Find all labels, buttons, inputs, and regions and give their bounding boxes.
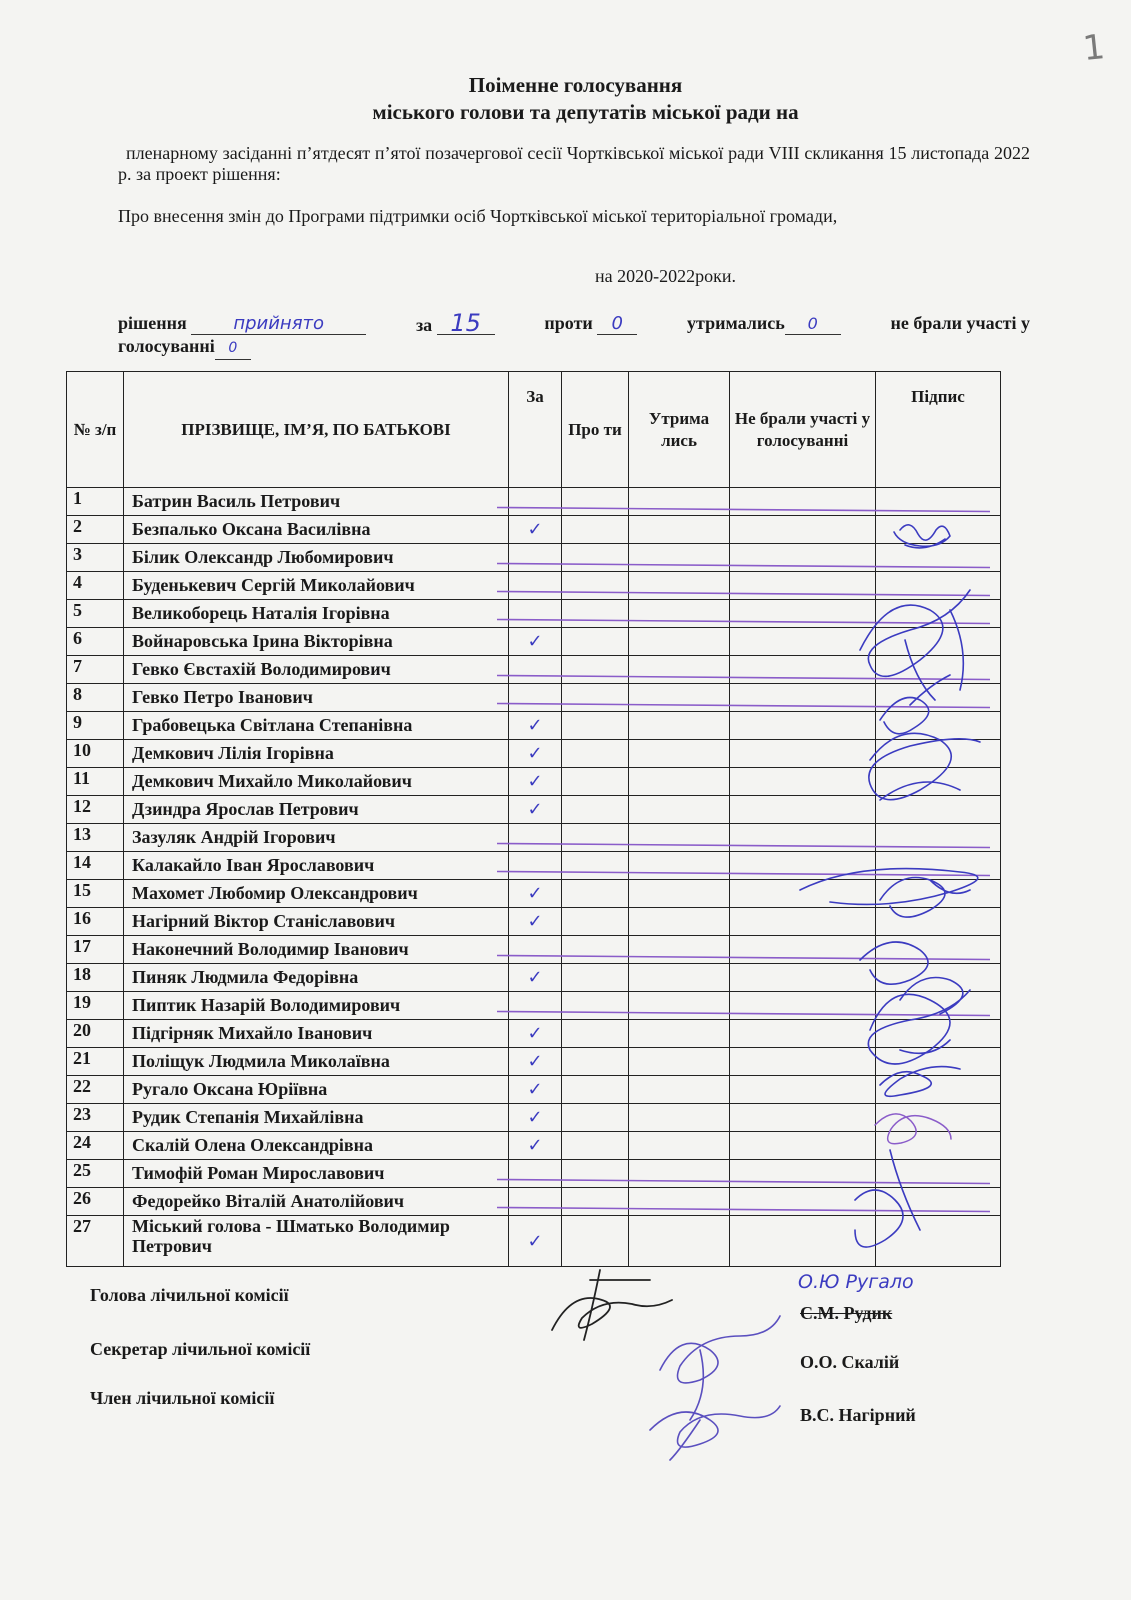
signature-cell — [876, 964, 1001, 992]
vote-absent-cell — [730, 628, 876, 656]
signature-cell — [876, 712, 1001, 740]
vote-against-cell — [562, 852, 629, 880]
against-label: проти — [544, 313, 593, 333]
deputy-name: Рудик Степанія Михайлівна — [124, 1104, 509, 1132]
signature-cell — [876, 1216, 1001, 1267]
vote-abstain-cell — [629, 880, 730, 908]
vote-for-cell — [509, 1104, 562, 1132]
document-subtitle: міського голови та депутатів міської ради на — [372, 100, 799, 124]
row-number: 11 — [67, 768, 124, 796]
vote-for-cell — [509, 1076, 562, 1104]
check-mark-icon: ✓ — [527, 883, 543, 904]
vote-abstain-cell — [629, 488, 730, 516]
row-number: 24 — [67, 1132, 124, 1160]
vote-against-cell — [562, 824, 629, 852]
vote-abstain-cell — [629, 1132, 730, 1160]
vote-for-cell — [509, 600, 562, 628]
row-number: 6 — [67, 628, 124, 656]
signature-cell — [876, 740, 1001, 768]
vote-against-cell — [562, 880, 629, 908]
row-number: 12 — [67, 796, 124, 824]
deputy-name: Тимофій Роман Мирославович — [124, 1160, 509, 1188]
deputy-name: Зазуляк Андрій Ігорович — [124, 824, 509, 852]
chair-signature — [552, 1270, 672, 1340]
row-number: 20 — [67, 1020, 124, 1048]
commission-secretary-label: Секретар лічильної комісії — [90, 1339, 311, 1359]
deputy-name: Білик Олександр Любомирович — [124, 544, 509, 572]
vote-absent-cell — [730, 796, 876, 824]
vote-for-cell — [509, 712, 562, 740]
signature-cell — [876, 936, 1001, 964]
row-number: 1 — [67, 488, 124, 516]
deputy-name: Демкович Михайло Миколайович — [124, 768, 509, 796]
deputy-name: Буденькевич Сергій Миколайович — [124, 572, 509, 600]
member-signature — [650, 1406, 780, 1460]
vote-absent-cell — [730, 1188, 876, 1216]
vote-abstain-cell — [629, 600, 730, 628]
signature-cell — [876, 1188, 1001, 1216]
vote-against-cell — [562, 740, 629, 768]
signature-cell — [876, 1020, 1001, 1048]
vote-abstain-cell — [629, 684, 730, 712]
deputy-name: Поліщук Людмила Миколаївна — [124, 1048, 509, 1076]
signature-cell — [876, 488, 1001, 516]
vote-abstain-cell — [629, 768, 730, 796]
page-number: 1 — [1080, 26, 1107, 70]
row-number: 15 — [67, 880, 124, 908]
deputy-name: Підгірняк Михайло Іванович — [124, 1020, 509, 1048]
program-years: на 2020-2022роки. — [595, 266, 736, 286]
vote-absent-cell — [730, 908, 876, 936]
deputy-name: Федорейко Віталій Анатолійович — [124, 1188, 509, 1216]
vote-for-cell — [509, 740, 562, 768]
vote-against-cell — [562, 544, 629, 572]
table-row — [67, 1132, 1001, 1160]
check-mark-icon: ✓ — [527, 1051, 543, 1072]
secretary-signature — [660, 1316, 780, 1420]
table-row — [67, 908, 1001, 936]
vote-abstain-cell — [629, 740, 730, 768]
vote-against-cell — [562, 628, 629, 656]
vote-for-cell — [509, 796, 562, 824]
signature-cell — [876, 1160, 1001, 1188]
table-row — [67, 488, 1001, 516]
deputy-name: Гевко Євстахій Володимирович — [124, 656, 509, 684]
row-number: 17 — [67, 936, 124, 964]
vote-against-cell — [562, 1160, 629, 1188]
table-row — [67, 572, 1001, 600]
vote-abstain-cell — [629, 1020, 730, 1048]
vote-for-cell — [509, 1188, 562, 1216]
signature-cell — [876, 628, 1001, 656]
vote-for-cell — [509, 936, 562, 964]
commission-chair-name: С.М. Рудик — [800, 1303, 893, 1323]
vote-for-cell — [509, 488, 562, 516]
row-number: 7 — [67, 656, 124, 684]
header-for: За — [509, 372, 562, 488]
table-row — [67, 516, 1001, 544]
vote-absent-cell — [730, 1076, 876, 1104]
check-mark-icon: ✓ — [527, 1135, 543, 1156]
vote-absent-cell — [730, 1104, 876, 1132]
voting-table — [66, 371, 1001, 1267]
vote-for-cell — [509, 824, 562, 852]
deputy-name: Ругало Оксана Юріївна — [124, 1076, 509, 1104]
table-body — [67, 488, 1001, 1267]
check-mark-icon: ✓ — [527, 1079, 543, 1100]
vote-absent-cell — [730, 852, 876, 880]
abstain-count: 0 — [785, 313, 841, 335]
vote-against-cell — [562, 712, 629, 740]
signature-cell — [876, 880, 1001, 908]
row-number: 19 — [67, 992, 124, 1020]
deputy-name: Скалій Олена Олександрівна — [124, 1132, 509, 1160]
vote-for-cell — [509, 1160, 562, 1188]
session-description: пленарному засіданні п’ятдесят п’ятої позачергової сесії Чортківської міської ради VIII скликання 15 листопада 2022 р. за проект рішення: — [118, 143, 1030, 184]
table-row — [67, 1216, 1001, 1267]
check-mark-icon: ✓ — [527, 1107, 543, 1128]
vote-against-cell — [562, 908, 629, 936]
deputy-name: Войнаровська Ірина Вікторівна — [124, 628, 509, 656]
table-row — [67, 880, 1001, 908]
absent-label: не брали участі у — [890, 313, 1030, 333]
decision-label: рішення — [118, 313, 187, 333]
table-row — [67, 796, 1001, 824]
vote-for-cell — [509, 516, 562, 544]
vote-for-cell — [509, 1132, 562, 1160]
vote-against-cell — [562, 684, 629, 712]
vote-for-cell — [509, 1048, 562, 1076]
vote-absent-cell — [730, 1216, 876, 1267]
check-mark-icon: ✓ — [527, 1023, 543, 1044]
for-label: за — [415, 315, 433, 335]
signature-cell — [876, 992, 1001, 1020]
vote-absent-cell — [730, 1048, 876, 1076]
commission-member-label: Член лічильної комісії — [90, 1388, 275, 1408]
check-mark-icon: ✓ — [527, 743, 543, 764]
vote-abstain-cell — [629, 1076, 730, 1104]
vote-against-cell — [562, 1188, 629, 1216]
vote-absent-cell — [730, 1160, 876, 1188]
vote-absent-cell — [730, 1132, 876, 1160]
signature-cell — [876, 684, 1001, 712]
vote-against-cell — [562, 768, 629, 796]
table-row — [67, 852, 1001, 880]
deputy-name: Безпалько Оксана Василівна — [124, 516, 509, 544]
absent-label-cont: голосуванні — [118, 336, 215, 356]
row-number: 2 — [67, 516, 124, 544]
signature-cell — [876, 768, 1001, 796]
row-number: 25 — [67, 1160, 124, 1188]
vote-abstain-cell — [629, 628, 730, 656]
signature-cell — [876, 600, 1001, 628]
commission-member-name: В.С. Нагірний — [800, 1405, 916, 1425]
deputy-name: Грабовецька Світлана Степанівна — [124, 712, 509, 740]
signature-cell — [876, 1048, 1001, 1076]
table-row — [67, 656, 1001, 684]
signature-cell — [876, 656, 1001, 684]
vote-absent-cell — [730, 824, 876, 852]
deputy-name: Пиняк Людмила Федорівна — [124, 964, 509, 992]
table-row — [67, 1020, 1001, 1048]
signature-cell — [876, 516, 1001, 544]
deputy-name: Гевко Петро Іванович — [124, 684, 509, 712]
commission-chair-label: Голова лічильної комісії — [90, 1285, 289, 1305]
header-abstain: Утрима лись — [629, 372, 730, 488]
vote-against-cell — [562, 796, 629, 824]
vote-absent-cell — [730, 544, 876, 572]
table-row — [67, 712, 1001, 740]
header-signature: Підпис — [876, 372, 1001, 488]
vote-for-cell — [509, 544, 562, 572]
vote-abstain-cell — [629, 712, 730, 740]
vote-abstain-cell — [629, 936, 730, 964]
deputy-name: Батрин Василь Петрович — [124, 488, 509, 516]
deputy-name: Демкович Лілія Ігорівна — [124, 740, 509, 768]
header-name: ПРІЗВИЩЕ, ІМ’Я, ПО БАТЬКОВІ — [124, 372, 509, 488]
vote-absent-cell — [730, 1020, 876, 1048]
header-against: Про ти — [562, 372, 629, 488]
vote-against-cell — [562, 964, 629, 992]
document-title: Поіменне голосування — [468, 73, 683, 97]
table-row — [67, 600, 1001, 628]
vote-absent-cell — [730, 656, 876, 684]
table-row — [67, 740, 1001, 768]
against-count: 0 — [597, 313, 637, 335]
table-row — [67, 628, 1001, 656]
vote-abstain-cell — [629, 796, 730, 824]
vote-for-cell — [509, 964, 562, 992]
deputy-name: Нагірний Віктор Станіславович — [124, 908, 509, 936]
vote-for-cell — [509, 1216, 562, 1267]
vote-for-cell — [509, 628, 562, 656]
vote-absent-cell — [730, 768, 876, 796]
vote-absent-cell — [730, 516, 876, 544]
table-row — [67, 1076, 1001, 1104]
vote-against-cell — [562, 1076, 629, 1104]
vote-against-cell — [562, 1104, 629, 1132]
vote-abstain-cell — [629, 824, 730, 852]
vote-abstain-cell — [629, 1188, 730, 1216]
row-number: 3 — [67, 544, 124, 572]
signature-cell — [876, 852, 1001, 880]
vote-abstain-cell — [629, 964, 730, 992]
check-mark-icon: ✓ — [527, 911, 543, 932]
vote-for-cell — [509, 880, 562, 908]
absent-count: 0 — [215, 338, 251, 360]
vote-for-cell — [509, 908, 562, 936]
vote-abstain-cell — [629, 1160, 730, 1188]
vote-against-cell — [562, 516, 629, 544]
row-number: 9 — [67, 712, 124, 740]
vote-against-cell — [562, 488, 629, 516]
row-number: 21 — [67, 1048, 124, 1076]
deputy-name: Пиптик Назарій Володимирович — [124, 992, 509, 1020]
vote-abstain-cell — [629, 656, 730, 684]
abstain-label: утримались — [687, 313, 785, 333]
check-mark-icon: ✓ — [527, 1230, 543, 1252]
signature-cell — [876, 1076, 1001, 1104]
table-row — [67, 1160, 1001, 1188]
vote-abstain-cell — [629, 572, 730, 600]
row-number: 13 — [67, 824, 124, 852]
table-row — [67, 936, 1001, 964]
vote-abstain-cell — [629, 992, 730, 1020]
row-number: 5 — [67, 600, 124, 628]
vote-absent-cell — [730, 600, 876, 628]
vote-abstain-cell — [629, 516, 730, 544]
vote-absent-cell — [730, 992, 876, 1020]
table-row — [67, 1188, 1001, 1216]
vote-absent-cell — [730, 740, 876, 768]
vote-abstain-cell — [629, 544, 730, 572]
signature-cell — [876, 1104, 1001, 1132]
row-number: 14 — [67, 852, 124, 880]
deputy-name: Міський голова - Шматько Володимир Петрович — [124, 1216, 509, 1267]
deputy-name: Наконечний Володимир Іванович — [124, 936, 509, 964]
signature-cell — [876, 572, 1001, 600]
row-number: 22 — [67, 1076, 124, 1104]
vote-for-cell — [509, 656, 562, 684]
vote-against-cell — [562, 1216, 629, 1267]
row-number: 4 — [67, 572, 124, 600]
row-number: 23 — [67, 1104, 124, 1132]
table-row — [67, 964, 1001, 992]
table-header-row — [67, 372, 1001, 488]
vote-for-cell — [509, 1020, 562, 1048]
vote-for-cell — [509, 992, 562, 1020]
vote-absent-cell — [730, 880, 876, 908]
table-row — [67, 824, 1001, 852]
vote-abstain-cell — [629, 1048, 730, 1076]
row-number: 26 — [67, 1188, 124, 1216]
table-row — [67, 544, 1001, 572]
vote-against-cell — [562, 656, 629, 684]
check-mark-icon: ✓ — [527, 799, 543, 820]
vote-against-cell — [562, 1020, 629, 1048]
header-num: № з/п — [67, 372, 124, 488]
table-row — [67, 684, 1001, 712]
row-number: 16 — [67, 908, 124, 936]
table-row — [67, 1048, 1001, 1076]
vote-against-cell — [562, 572, 629, 600]
check-mark-icon: ✓ — [527, 715, 543, 736]
vote-against-cell — [562, 1132, 629, 1160]
table-row — [67, 992, 1001, 1020]
vote-absent-cell — [730, 964, 876, 992]
vote-for-cell — [509, 572, 562, 600]
for-count: 15 — [437, 313, 495, 335]
vote-against-cell — [562, 936, 629, 964]
check-mark-icon: ✓ — [527, 967, 543, 988]
decision-summary — [118, 309, 1030, 360]
commission-secretary-name: О.О. Скалій — [800, 1352, 900, 1372]
check-mark-icon: ✓ — [527, 771, 543, 792]
vote-against-cell — [562, 600, 629, 628]
vote-for-cell — [509, 768, 562, 796]
vote-abstain-cell — [629, 1104, 730, 1132]
signature-cell — [876, 824, 1001, 852]
vote-against-cell — [562, 1048, 629, 1076]
handwritten-note: О.Ю Ругало — [798, 1271, 914, 1293]
signature-cell — [876, 1132, 1001, 1160]
decision-value: прийнято — [191, 313, 366, 335]
vote-against-cell — [562, 992, 629, 1020]
deputy-name: Калакайло Іван Ярославович — [124, 852, 509, 880]
vote-absent-cell — [730, 684, 876, 712]
signature-cell — [876, 544, 1001, 572]
row-number: 18 — [67, 964, 124, 992]
row-number: 27 — [67, 1216, 124, 1267]
vote-abstain-cell — [629, 1216, 730, 1267]
row-number: 8 — [67, 684, 124, 712]
table-row — [67, 768, 1001, 796]
row-number: 10 — [67, 740, 124, 768]
vote-absent-cell — [730, 936, 876, 964]
signature-cell — [876, 908, 1001, 936]
check-mark-icon: ✓ — [527, 631, 543, 652]
deputy-name: Великоборець Наталія Ігорівна — [124, 600, 509, 628]
signature-cell — [876, 796, 1001, 824]
vote-absent-cell — [730, 488, 876, 516]
vote-abstain-cell — [629, 852, 730, 880]
draft-decision-title: Про внесення змін до Програми підтримки осіб Чортківської міської територіальної громади, — [118, 206, 838, 226]
vote-abstain-cell — [629, 908, 730, 936]
header-absent: Не брали участі у голосуванні — [730, 372, 876, 488]
deputy-name: Махомет Любомир Олександрович — [124, 880, 509, 908]
vote-for-cell — [509, 684, 562, 712]
vote-absent-cell — [730, 712, 876, 740]
deputy-name: Дзиндра Ярослав Петрович — [124, 796, 509, 824]
check-mark-icon: ✓ — [527, 519, 543, 540]
vote-absent-cell — [730, 572, 876, 600]
table-row — [67, 1104, 1001, 1132]
vote-for-cell — [509, 852, 562, 880]
